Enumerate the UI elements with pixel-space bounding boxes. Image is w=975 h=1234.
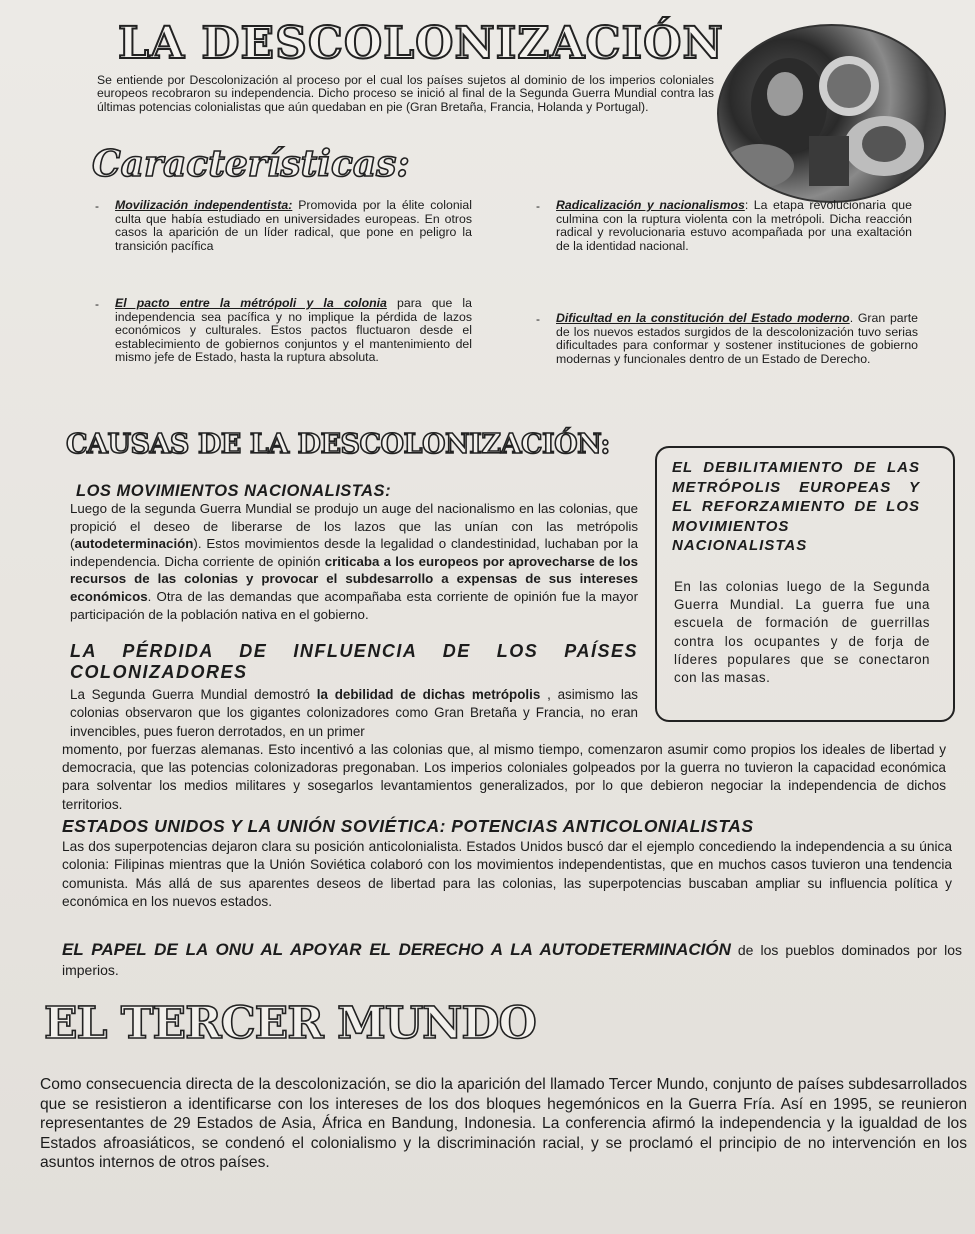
text-fragment: . Otra de las demandas que acompañaba esta corriente de opinión fue la mayor participación de la población nativa en el gobierno. <box>70 588 638 622</box>
feature-metropolis-pact <box>115 297 472 365</box>
bullet-dash: - <box>95 297 99 311</box>
influence-loss-title: LA PÉRDIDA DE INFLUENCIA DE LOS PAÍSES COLONIZADORES <box>70 641 638 682</box>
text-fragment: Dicha corriente de opinión <box>164 553 325 569</box>
bold-fragment: la debilidad de dichas metrópolis <box>316 687 541 702</box>
photo-collage-graphic <box>719 26 944 201</box>
feature-text: para que la independencia sea pacífica y no implique la pérdida de lazos económicos y culturales. Estos pactos fluctuaron desde el establecimiento de gobiernos conjuntos y el mantenimiento del mismo jefe de Estado, hasta la ruptura absoluta. <box>115 296 472 365</box>
un-role-text <box>62 940 962 980</box>
influence-loss-text: momento, por fuerzas alemanas. Esto incentivó a las colonias que, al mismo tiempo, comenzaron asumir como propios los ideales de libertad y democracia, que las potencias colonizadoras pregonaban. Los imperios coloniales golpeados por la guerra no tuvieron la capacidad económica para solventar los medios militares y sosegarlos levantamientos generalizados, por lo que debieron negociar la independencia de dichos territorios. <box>62 742 946 812</box>
intro-paragraph: Se entiende por Descolonización al proceso por el cual los países sujetos al dominio de los imperios coloniales europeos recobraron su independencia. Dicho proceso se inició al final de la Segunda Guerra Mundial contra las últimas potencias colonialistas que aún quedaban en pie (Gran Bretaña, Francia, Holanda y Portugal). <box>97 73 714 114</box>
feature-label: Dificultad en la constitución del Estado moderno <box>556 311 850 325</box>
feature-independence-movement <box>115 199 472 253</box>
bullet-dash: - <box>536 312 540 326</box>
feature-label: Movilización independentista: <box>115 198 293 212</box>
text-fragment: La Segunda Guerra Mundial demostró <box>70 687 317 702</box>
superpowers-title: ESTADOS UNIDOS Y LA UNIÓN SOVIÉTICA: POTENCIAS ANTICOLONIALISTAS <box>62 816 754 836</box>
feature-radicalization <box>556 199 912 253</box>
feature-text: . Gran parte de los nuevos estados surgidos de la descolonización tuvo serias dificultades para conformar y sostener instituciones de gobierno modernas y funcionales dentro de un Estado de Derecho. <box>556 311 918 366</box>
third-world-heading: EL TERCER MUNDO <box>44 998 536 1049</box>
bullet-dash: - <box>536 199 540 213</box>
text-fragment: ). Estos movimientos desde la legalidad o clandestinidad, luchaban por la independencia. <box>70 536 638 569</box>
features-heading: Características: <box>92 143 410 185</box>
text-fragment: de los pueblos dominados por los imperios. <box>62 942 962 978</box>
feature-text: : La etapa revolucionaria que culmina con la ruptura violenta con la metrópoli. Dicha reacción radical y revolucionaria estuvo acompañada por una exaltación de la identidad nacional. <box>556 198 912 253</box>
bold-fragment: a los europeos por aprovecharse de los recursos de las colonias y provocar el subdesarrollo a expensas de sus intereses económicos <box>70 553 638 604</box>
feature-text: Promovida por la élite colonial culta que había estudiado en universidades europeas. En otros casos la aparición de un líder radical, que pone en peligro la transición pacífica <box>115 198 472 253</box>
causes-heading: CAUSAS DE LA DESCOLONIZACIÓN: <box>66 429 610 460</box>
nationalist-movements-text <box>70 500 638 623</box>
un-role-title: EL PAPEL DE LA ONU AL APOYAR EL DERECHO A LA AUTODETERMINACIÓN <box>62 940 731 959</box>
box-text: En las colonias luego de la Segunda Guerra Mundial. La guerra fue una escuela de formación de guerrillas contra los ocupantes y de forja de líderes populares que se conectaron con las masas. <box>674 579 930 686</box>
feature-state-constitution <box>556 312 918 366</box>
influence-loss-text-part1 <box>70 686 638 741</box>
third-world-text: Como consecuencia directa de la descolonización, se dio la aparición del llamado Tercer Mundo, conjunto de países subdesarrollados que se resistieron a identificarse con los intereses de los dos bloques hegemónicos en la Guerra Fría. Así en 1995, se reunieron representantes de 29 Estados de Asia, África en Bandung, Indonesia. La conferencia afirmó la independencia y la igualdad de los Estados afroasiáticos, se condenó el colonialismo y la discriminación racial, y se proclamó el principio de no intervención en los asuntos internos de otros países. <box>40 1076 967 1172</box>
box-title: EL DEBILITAMIENTO DE LAS METRÓPOLIS EUROPEAS Y EL REFORZAMIENTO DE LOS MOVIMIENTOS NACIONALISTAS <box>672 459 920 554</box>
feature-label: El pacto entre la métrópoli y la colonia <box>115 296 387 310</box>
feature-label: Radicalización y nacionalismos <box>556 198 745 212</box>
document-title: LA DESCOLONIZACIÓN <box>118 18 724 69</box>
nationalist-movements-title: LOS MOVIMIENTOS NACIONALISTAS: <box>76 482 392 500</box>
bullet-dash: - <box>95 199 99 213</box>
bold-fragment: criticaba <box>324 553 380 569</box>
text-fragment: Luego de la segunda Guerra Mundial se produjo un auge del nacionalismo en las colonias, que propició el deseo de liberarse de los lazos que las unían con las metrópolis ( <box>70 501 638 552</box>
historical-photo-collage <box>717 24 946 203</box>
bold-fragment: autodeterminación <box>74 536 194 552</box>
text-fragment: , asimismo las colonias observaron que los gigantes colonizadores como Gran Bretaña y Francia, no eran invencibles, pues fueron derrotados, en un primer <box>70 687 639 739</box>
superpowers-text: Las dos superpotencias dejaron clara su posición anticolonialista. Estados Unidos buscó dar el ejemplo concediendo la independencia a su única colonia: Filipinas mientras que la Unión Soviética colaboró con los movimientos independentistas, que en muchos casos tuvieron una tendencia comunista. Más allá de sus aparentes deseos de libertad para las colonias, las superpotencias buscaban ampliar su influencia política y económica en los nuevos estados. <box>62 839 952 909</box>
